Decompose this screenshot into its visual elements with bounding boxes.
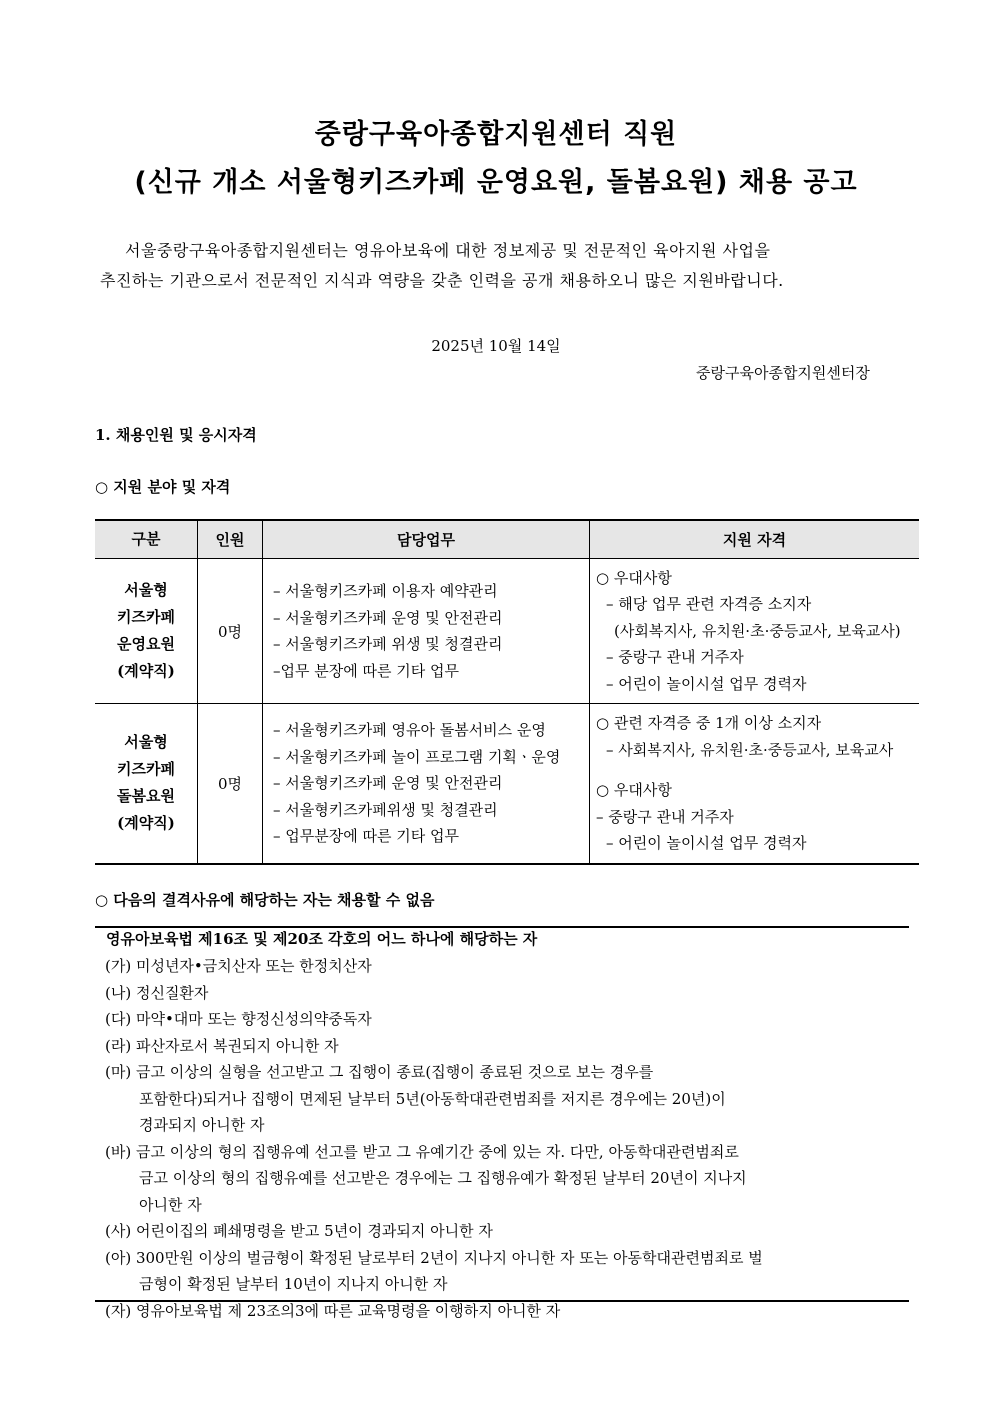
intro-line2: 추진하는 기관으로서 전문적인 지식과 역량을 갖춘 인력을 공개 채용하오니 많은 지원바랍니다.	[100, 271, 784, 290]
qualification-item: ○ 우대사항	[596, 568, 672, 587]
header-duties: 담당업무	[263, 520, 590, 559]
subsection-heading-1: ○ 지원 분야 및 자격	[95, 478, 231, 496]
list-item: (다) 마약•대마 또는 향정신성의약중독자	[105, 1010, 372, 1028]
notice-signer: 중랑구육아종합지원센터장	[696, 364, 870, 382]
row2-count: 0명	[198, 704, 263, 864]
qualification-item: – 사회복지사, 유치원·초·중등교사, 보육교사	[606, 740, 894, 759]
page-title-line2: (신규 개소 서울형키즈카페 운영요원, 돌봄요원) 채용 공고	[134, 167, 858, 198]
row2-duties	[263, 704, 590, 864]
table-header-row	[95, 520, 919, 559]
row1-qualifications	[590, 559, 920, 704]
notice-date: 2025년 10월 14일	[431, 337, 561, 355]
row1-duties	[263, 559, 590, 704]
category-text: 돌봄요원	[117, 787, 175, 806]
list-item: (자) 영유아보육법 제 23조의3에 따른 교육명령을 이행하지 아니한 자	[105, 1301, 561, 1320]
list-item: (라) 파산자로서 복권되지 아니한 자	[105, 1036, 339, 1055]
duty-item: – 서울형키즈카페 위생 및 청결관리	[273, 635, 503, 653]
disqualification-bottom-rule	[95, 1300, 909, 1302]
qualification-item: – 어린이 놀이시설 업무 경력자	[606, 674, 807, 693]
list-item: (아) 300만원 이상의 벌금형이 확정된 날로부터 2년이 지나지 아니한 자 또는 아동학대관련범죄로 벌	[105, 1248, 763, 1267]
duty-item: – 서울형키즈카페 운영 및 안전관리	[273, 774, 503, 792]
duty-item: – 서울형키즈카페 놀이 프로그램 기획ㆍ운영	[273, 747, 561, 766]
row1-category	[95, 559, 198, 704]
header-qualifications: 지원 자격	[590, 520, 920, 559]
list-item: (가) 미성년자•금치산자 또는 한정치산자	[105, 957, 372, 975]
list-item: (나) 정신질환자	[105, 983, 209, 1002]
duty-item: – 업무분장에 따른 기타 업무	[273, 827, 459, 845]
row1-count: 0명	[198, 559, 263, 704]
list-item-continuation: 경과되지 아니한 자	[139, 1116, 265, 1134]
qualification-item: (사회복지사, 유치원·초·중등교사, 보육교사)	[614, 621, 901, 640]
category-text: 서울형	[124, 581, 168, 599]
category-text: 서울형	[124, 733, 168, 752]
table-row	[95, 704, 919, 864]
list-item: (바) 금고 이상의 형의 집행유예 선고를 받고 그 유예기간 중에 있는 자. 다만, 아동학대관련범죄로	[105, 1142, 739, 1161]
disqualification-list	[105, 953, 913, 1324]
qualification-item: – 해당 업무 관련 자격증 소지자	[606, 595, 812, 614]
list-item-continuation: 금형이 확정된 날부터 10년이 지나지 아니한 자	[139, 1275, 448, 1293]
page-title-line1: 중랑구육아종합지원센터 직원	[314, 119, 678, 150]
row2-category	[95, 704, 198, 864]
qualification-item: – 중랑구 관내 거주자	[596, 807, 734, 826]
qualification-item: – 중랑구 관내 거주자	[606, 648, 744, 667]
duty-item: –업무 분장에 따른 기타 업무	[273, 661, 459, 680]
duty-item: – 서울형키즈카페위생 및 청결관리	[273, 800, 498, 819]
table-row	[95, 559, 919, 704]
category-text: (계약직)	[117, 814, 175, 833]
qualification-spacer	[596, 763, 919, 777]
category-text: 키즈카페	[117, 608, 175, 626]
subsection-heading-2: ○ 다음의 결격사유에 해당하는 자는 채용할 수 없음	[95, 891, 435, 909]
list-item-continuation: 포함한다)되거나 집행이 면제된 날부터 5년(아동학대관련범죄를 저지른 경우에는 20년)이	[139, 1089, 726, 1108]
recruitment-table	[95, 519, 919, 865]
qualification-item: ○ 관련 자격증 중 1개 이상 소지자	[596, 714, 822, 732]
section-heading-1: 1. 채용인원 및 응시자격	[95, 426, 257, 444]
list-item-continuation: 금고 이상의 형의 집행유예를 선고받은 경우에는 그 집행유예가 확정된 날부터 20년이 지나지	[139, 1169, 747, 1187]
duty-item: – 서울형키즈카페 운영 및 안전관리	[273, 608, 503, 627]
list-item: (사) 어린이집의 폐쇄명령을 받고 5년이 경과되지 아니한 자	[105, 1222, 493, 1240]
header-count: 인원	[198, 520, 263, 559]
list-item-continuation: 아니한 자	[139, 1195, 202, 1214]
header-category: 구분	[95, 520, 198, 559]
category-text: 운영요원	[117, 635, 175, 653]
qualification-item: – 어린이 놀이시설 업무 경력자	[606, 834, 807, 852]
law-heading: 영유아보육법 제16조 및 제20조 각호의 어느 하나에 해당하는 자	[106, 930, 538, 948]
qualification-item: ○ 우대사항	[596, 781, 672, 799]
row2-qualifications	[590, 704, 920, 864]
category-text: (계약직)	[117, 662, 175, 680]
intro-line1: 서울중랑구육아종합지원센터는 영유아보육에 대한 정보제공 및 전문적인 육아지원 사업을	[125, 241, 771, 260]
duty-item: – 서울형키즈카페 이용자 예약관리	[273, 582, 498, 600]
duty-item: – 서울형키즈카페 영유아 돌봄서비스 운영	[273, 721, 546, 739]
list-item: (마) 금고 이상의 실형을 선고받고 그 집행이 종료(집행이 종료된 것으로 보는 경우를	[105, 1063, 654, 1081]
category-text: 키즈카페	[117, 760, 175, 779]
